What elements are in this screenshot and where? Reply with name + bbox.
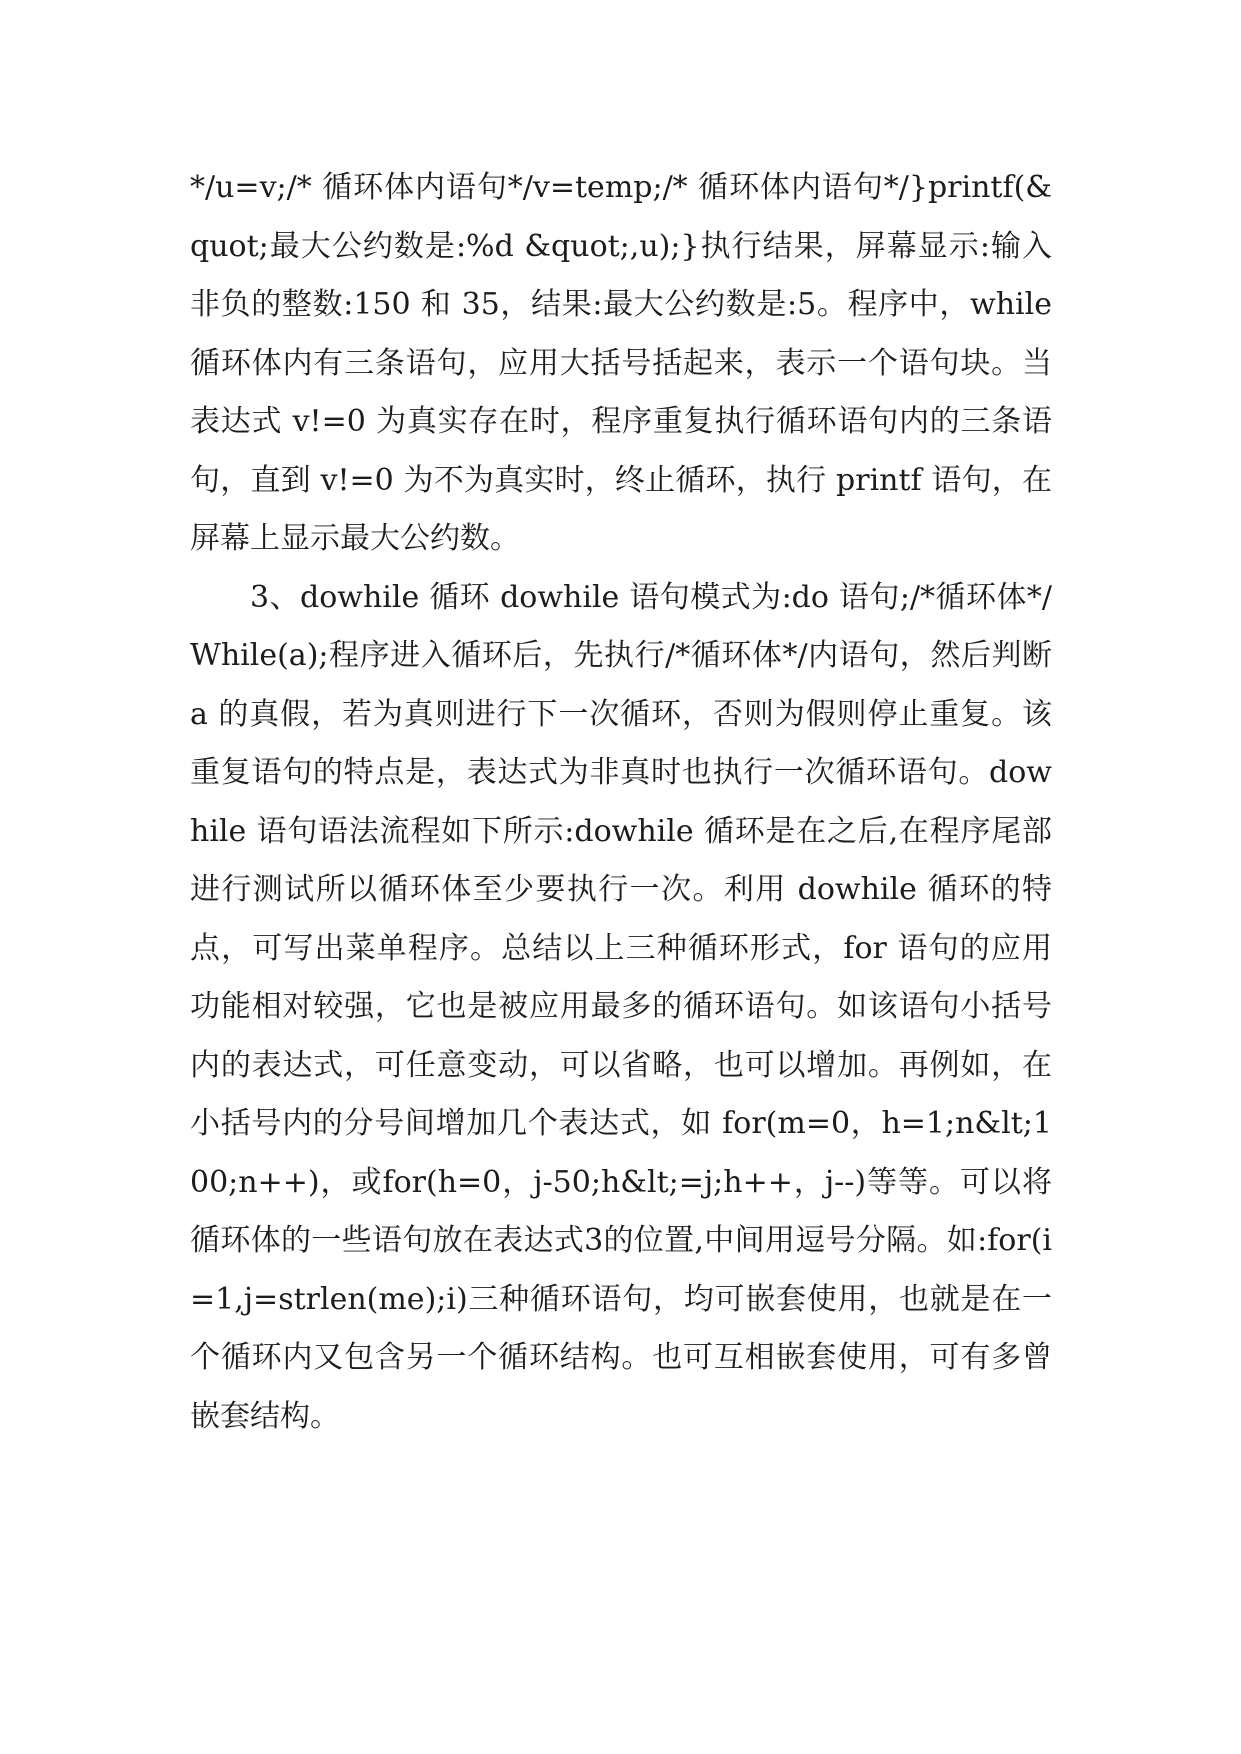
body-text [190,159,1052,1446]
paragraph-dowhile-loop: 3、dowhile 循环 dowhile 语句模式为:do 语句;/*循环体*/While(a);程序进入循环后，先执行/*循环体*/内语句，然后判断 a 的真假，若为真则进行下一次循环，否则为假则停止重复。该重复语句的特点是，表达式为非真时也执行一次循环语句。dowhile 语句语法流程如下所示:dowhile 循环是在之后,在程序尾部进行测试所以循环体至少要执行一次。利用 dowhile 循环的特点，可写出菜单程序。总结以上三种循环形式，for 语句的应用功能相对较强，它也是被应用最多的循环语句。如该语句小括号内的表达式，可任意变动，可以省略，也可以增加。再例如，在小括号内的分号间增加几个表达式，如 for(m=0，h=1;n&lt;100;n++)，或for(h=0，j-50;h&lt;=j;h++，j--)等等。可以将循环体的一些语句放在表达式3的位置,中间用逗号分隔。如:for(i=1,j=strlen(me);i)三种循环语句，均可嵌套使用，也就是在一个循环内又包含另一个循环结构。也可互相嵌套使用，可有多曾嵌套结构。 [190,579,1052,1434]
paragraph-loop-explanation: */u=v;/* 循环体内语句*/v=temp;/* 循环体内语句*/}printf(&quot;最大公约数是:%d &quot;,u);}执行结果，屏幕显示:输入非负的整数:150 和 35，结果:最大公约数是:5。程序中，while 循环体内有三条语句，应用大括号括起来，表示一个语句块。当表达式 v!=0 为真实存在时，程序重复执行循环语句内的三条语句，直到 v!=0 为不为真实时，终止循环，执行 printf 语句，在屏幕上显示最大公约数。 [190,170,1052,556]
